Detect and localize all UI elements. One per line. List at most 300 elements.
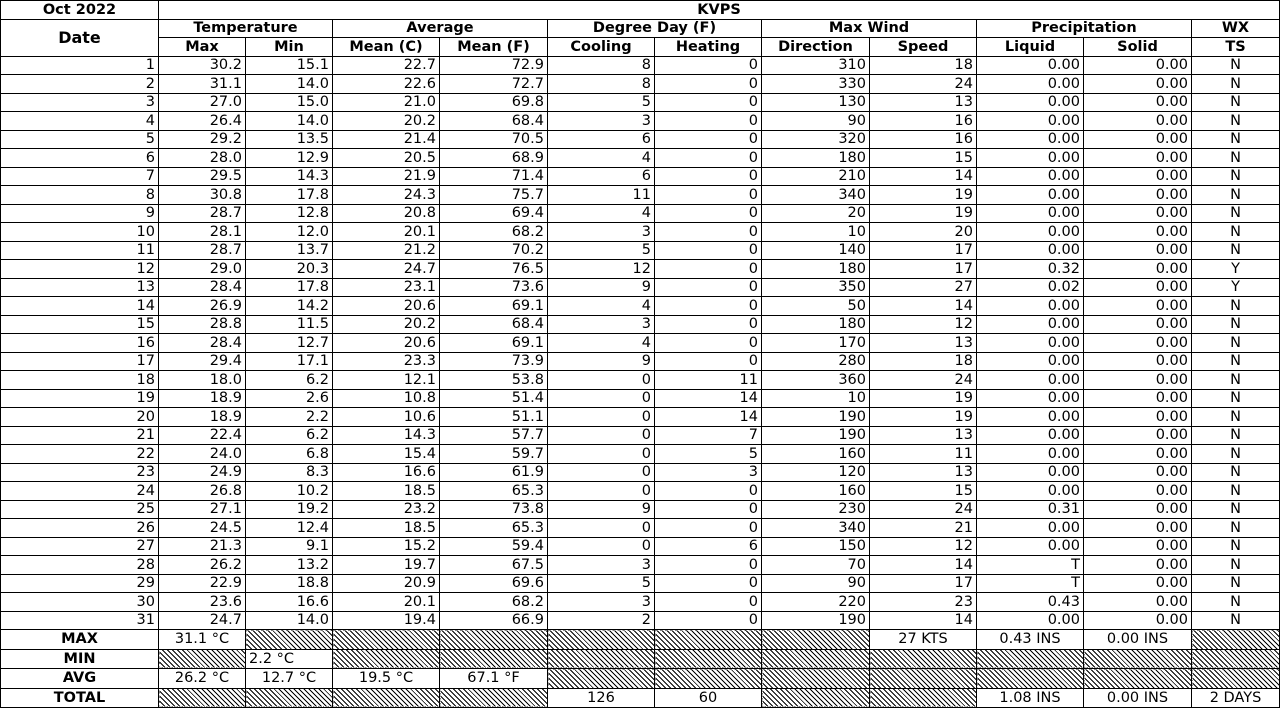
min-cell: 20.3 [246, 260, 333, 279]
ts-cell: N [1192, 112, 1280, 131]
date-cell: 23 [1, 463, 159, 482]
liquid-cell: 0.00 [977, 389, 1084, 408]
solid-cell: 0.00 [1084, 93, 1192, 112]
table-row [1, 167, 1280, 186]
min-temp-min-value: 2.2 °C [246, 649, 333, 669]
mean-c-cell: 14.3 [333, 426, 440, 445]
min-summary-row [1, 649, 1280, 669]
liquid-cell: 0.00 [977, 130, 1084, 149]
min-cell: 13.7 [246, 241, 333, 260]
table-row [1, 278, 1280, 297]
max-cell: 24.0 [159, 445, 246, 464]
date-cell: 11 [1, 241, 159, 260]
liquid-cell: 0.00 [977, 315, 1084, 334]
liquid-cell: 0.00 [977, 241, 1084, 260]
table-row [1, 315, 1280, 334]
min-cell: 17.8 [246, 278, 333, 297]
mean-f-cell: 73.6 [440, 278, 548, 297]
period-label: Oct 2022 [1, 1, 159, 20]
date-cell: 7 [1, 167, 159, 186]
liquid-cell: 0.00 [977, 93, 1084, 112]
mean-c-cell: 15.2 [333, 537, 440, 556]
speed-cell: 12 [870, 315, 977, 334]
cooling-column-header: Cooling [548, 38, 655, 57]
solid-cell: 0.00 [1084, 149, 1192, 168]
hatch-cell [159, 649, 246, 669]
date-cell: 2 [1, 75, 159, 94]
ts-cell: N [1192, 426, 1280, 445]
avg-temp-max-value: 26.2 °C [159, 669, 246, 689]
solid-cell: 0.00 [1084, 482, 1192, 501]
cooling-cell: 4 [548, 204, 655, 223]
direction-cell: 190 [762, 611, 870, 630]
mean-f-cell: 69.4 [440, 204, 548, 223]
max-cell: 29.0 [159, 260, 246, 279]
liquid-cell: 0.00 [977, 482, 1084, 501]
ts-cell: N [1192, 149, 1280, 168]
speed-cell: 17 [870, 241, 977, 260]
mean-c-cell: 23.3 [333, 352, 440, 371]
max-cell: 28.8 [159, 315, 246, 334]
cooling-cell: 8 [548, 56, 655, 75]
direction-cell: 130 [762, 93, 870, 112]
hatch-cell [870, 669, 977, 689]
direction-cell: 360 [762, 371, 870, 390]
solid-cell: 0.00 [1084, 537, 1192, 556]
ts-cell: N [1192, 519, 1280, 538]
max-cell: 28.0 [159, 149, 246, 168]
heating-cell: 0 [655, 260, 762, 279]
liquid-cell: 0.00 [977, 186, 1084, 205]
direction-cell: 70 [762, 556, 870, 575]
cooling-cell: 5 [548, 574, 655, 593]
liquid-cell: 0.00 [977, 112, 1084, 131]
cooling-cell: 4 [548, 334, 655, 353]
speed-cell: 17 [870, 574, 977, 593]
mean-f-column-header: Mean (F) [440, 38, 548, 57]
heating-cell: 0 [655, 315, 762, 334]
mean-c-cell: 18.5 [333, 482, 440, 501]
hatch-cell [159, 688, 246, 708]
mean-f-cell: 73.8 [440, 500, 548, 519]
station-label: KVPS [159, 1, 1280, 20]
speed-cell: 24 [870, 75, 977, 94]
solid-cell: 0.00 [1084, 130, 1192, 149]
direction-cell: 190 [762, 426, 870, 445]
min-cell: 15.0 [246, 93, 333, 112]
min-cell: 15.1 [246, 56, 333, 75]
mean-f-cell: 71.4 [440, 167, 548, 186]
mean-f-cell: 57.7 [440, 426, 548, 445]
speed-cell: 14 [870, 167, 977, 186]
heating-cell: 0 [655, 204, 762, 223]
hatch-cell [246, 688, 333, 708]
liquid-cell: 0.00 [977, 56, 1084, 75]
total-summary-label: TOTAL [1, 688, 159, 708]
liquid-cell: 0.00 [977, 297, 1084, 316]
mean-f-cell: 59.4 [440, 537, 548, 556]
cooling-cell: 5 [548, 93, 655, 112]
liquid-cell: 0.00 [977, 463, 1084, 482]
hatch-cell [977, 649, 1084, 669]
direction-cell: 50 [762, 297, 870, 316]
hatch-cell [548, 669, 655, 689]
mean-f-cell: 69.6 [440, 574, 548, 593]
mean-f-cell: 69.1 [440, 334, 548, 353]
max-cell: 18.0 [159, 371, 246, 390]
direction-cell: 350 [762, 278, 870, 297]
hatch-cell [440, 630, 548, 650]
solid-cell: 0.00 [1084, 278, 1192, 297]
heating-column-header: Heating [655, 38, 762, 57]
hatch-cell [1084, 649, 1192, 669]
avg-temp-min-value: 12.7 °C [246, 669, 333, 689]
cooling-cell: 0 [548, 463, 655, 482]
mean-c-cell: 20.2 [333, 112, 440, 131]
direction-cell: 20 [762, 204, 870, 223]
heating-cell: 0 [655, 352, 762, 371]
mean-f-cell: 68.2 [440, 223, 548, 242]
mean-c-cell: 19.4 [333, 611, 440, 630]
solid-cell: 0.00 [1084, 260, 1192, 279]
liquid-cell: 0.00 [977, 519, 1084, 538]
mean-f-cell: 65.3 [440, 482, 548, 501]
mean-c-cell: 18.5 [333, 519, 440, 538]
date-cell: 19 [1, 389, 159, 408]
cooling-cell: 3 [548, 593, 655, 612]
ts-cell: N [1192, 223, 1280, 242]
mean-c-cell: 19.7 [333, 556, 440, 575]
cooling-cell: 0 [548, 537, 655, 556]
mean-c-cell: 23.2 [333, 500, 440, 519]
date-cell: 5 [1, 130, 159, 149]
heating-cell: 0 [655, 297, 762, 316]
speed-cell: 13 [870, 93, 977, 112]
direction-cell: 10 [762, 389, 870, 408]
hatch-cell [548, 630, 655, 650]
mean-f-cell: 66.9 [440, 611, 548, 630]
min-cell: 16.6 [246, 593, 333, 612]
table-row [1, 371, 1280, 390]
mean-c-cell: 12.1 [333, 371, 440, 390]
speed-column-header: Speed [870, 38, 977, 57]
table-row [1, 223, 1280, 242]
liquid-cell: 0.00 [977, 537, 1084, 556]
cooling-cell: 4 [548, 149, 655, 168]
solid-cell: 0.00 [1084, 223, 1192, 242]
min-cell: 2.6 [246, 389, 333, 408]
direction-cell: 190 [762, 408, 870, 427]
heating-cell: 0 [655, 611, 762, 630]
wx-group-header: WX [1192, 19, 1280, 38]
date-cell: 27 [1, 537, 159, 556]
date-cell: 10 [1, 223, 159, 242]
heating-cell: 6 [655, 537, 762, 556]
liquid-cell: 0.00 [977, 352, 1084, 371]
heating-cell: 0 [655, 334, 762, 353]
total-summary-row [1, 688, 1280, 708]
speed-cell: 11 [870, 445, 977, 464]
solid-cell: 0.00 [1084, 297, 1192, 316]
heating-cell: 0 [655, 149, 762, 168]
hatch-cell [762, 688, 870, 708]
mean-f-cell: 69.1 [440, 297, 548, 316]
table-row [1, 186, 1280, 205]
direction-cell: 340 [762, 519, 870, 538]
ts-cell: N [1192, 167, 1280, 186]
direction-cell: 90 [762, 112, 870, 131]
max-wind-speed-value: 27 KTS [870, 630, 977, 650]
cooling-cell: 3 [548, 315, 655, 334]
avg-summary-label: AVG [1, 669, 159, 689]
max-cell: 26.9 [159, 297, 246, 316]
total-solid-value: 0.00 INS [1084, 688, 1192, 708]
mean-c-cell: 21.2 [333, 241, 440, 260]
speed-cell: 14 [870, 297, 977, 316]
solid-cell: 0.00 [1084, 500, 1192, 519]
max-cell: 18.9 [159, 408, 246, 427]
mean-f-cell: 70.2 [440, 241, 548, 260]
degree-day-group-header: Degree Day (F) [548, 19, 762, 38]
ts-cell: Y [1192, 260, 1280, 279]
heating-cell: 0 [655, 278, 762, 297]
mean-f-cell: 65.3 [440, 519, 548, 538]
liquid-cell: 0.00 [977, 408, 1084, 427]
ts-cell: N [1192, 315, 1280, 334]
table-row [1, 93, 1280, 112]
cooling-cell: 3 [548, 112, 655, 131]
precipitation-group-header: Precipitation [977, 19, 1192, 38]
speed-cell: 14 [870, 611, 977, 630]
date-cell: 30 [1, 593, 159, 612]
speed-cell: 18 [870, 56, 977, 75]
mean-f-cell: 68.9 [440, 149, 548, 168]
ts-cell: N [1192, 204, 1280, 223]
max-solid-value: 0.00 INS [1084, 630, 1192, 650]
min-cell: 12.7 [246, 334, 333, 353]
total-cooling-value: 126 [548, 688, 655, 708]
cooling-cell: 9 [548, 352, 655, 371]
speed-cell: 19 [870, 204, 977, 223]
min-cell: 18.8 [246, 574, 333, 593]
speed-cell: 19 [870, 408, 977, 427]
max-cell: 18.9 [159, 389, 246, 408]
cooling-cell: 0 [548, 371, 655, 390]
solid-cell: 0.00 [1084, 519, 1192, 538]
max-cell: 28.4 [159, 334, 246, 353]
table-row [1, 463, 1280, 482]
liquid-cell: 0.00 [977, 611, 1084, 630]
liquid-cell: 0.02 [977, 278, 1084, 297]
solid-cell: 0.00 [1084, 334, 1192, 353]
speed-cell: 23 [870, 593, 977, 612]
ts-cell: N [1192, 611, 1280, 630]
date-cell: 18 [1, 371, 159, 390]
hatch-cell [548, 649, 655, 669]
min-cell: 17.1 [246, 352, 333, 371]
max-cell: 27.1 [159, 500, 246, 519]
speed-cell: 15 [870, 149, 977, 168]
liquid-cell: 0.00 [977, 204, 1084, 223]
min-cell: 13.5 [246, 130, 333, 149]
direction-cell: 160 [762, 445, 870, 464]
mean-c-cell: 15.4 [333, 445, 440, 464]
direction-cell: 330 [762, 75, 870, 94]
ts-cell: N [1192, 389, 1280, 408]
mean-c-cell: 10.8 [333, 389, 440, 408]
table-row [1, 389, 1280, 408]
mean-f-cell: 68.4 [440, 315, 548, 334]
table-row [1, 408, 1280, 427]
liquid-cell: 0.43 [977, 593, 1084, 612]
solid-cell: 0.00 [1084, 56, 1192, 75]
hatch-cell [246, 630, 333, 650]
max-cell: 26.2 [159, 556, 246, 575]
solid-cell: 0.00 [1084, 352, 1192, 371]
mean-f-cell: 51.1 [440, 408, 548, 427]
date-cell: 28 [1, 556, 159, 575]
date-cell: 1 [1, 56, 159, 75]
mean-f-cell: 68.4 [440, 112, 548, 131]
heating-cell: 0 [655, 223, 762, 242]
table-row [1, 500, 1280, 519]
direction-column-header: Direction [762, 38, 870, 57]
hatch-cell [333, 649, 440, 669]
table-row [1, 611, 1280, 630]
max-column-header: Max [159, 38, 246, 57]
max-cell: 27.0 [159, 93, 246, 112]
liquid-column-header: Liquid [977, 38, 1084, 57]
max-summary-row [1, 630, 1280, 650]
speed-cell: 21 [870, 519, 977, 538]
ts-cell: N [1192, 334, 1280, 353]
max-cell: 24.7 [159, 611, 246, 630]
hatch-cell [1084, 669, 1192, 689]
table-row [1, 574, 1280, 593]
heating-cell: 0 [655, 593, 762, 612]
cooling-cell: 3 [548, 556, 655, 575]
heating-cell: 0 [655, 186, 762, 205]
heating-cell: 3 [655, 463, 762, 482]
min-cell: 12.0 [246, 223, 333, 242]
ts-cell: N [1192, 75, 1280, 94]
date-cell: 6 [1, 149, 159, 168]
ts-cell: N [1192, 593, 1280, 612]
direction-cell: 180 [762, 149, 870, 168]
direction-cell: 90 [762, 574, 870, 593]
ts-cell: N [1192, 537, 1280, 556]
min-cell: 12.4 [246, 519, 333, 538]
min-cell: 13.2 [246, 556, 333, 575]
heating-cell: 7 [655, 426, 762, 445]
table-row [1, 204, 1280, 223]
table-row [1, 593, 1280, 612]
table-row [1, 112, 1280, 131]
solid-cell: 0.00 [1084, 241, 1192, 260]
liquid-cell: 0.00 [977, 167, 1084, 186]
date-cell: 24 [1, 482, 159, 501]
cooling-cell: 6 [548, 130, 655, 149]
max-cell: 31.1 [159, 75, 246, 94]
min-cell: 6.2 [246, 371, 333, 390]
max-cell: 22.9 [159, 574, 246, 593]
total-liquid-value: 1.08 INS [977, 688, 1084, 708]
date-cell: 16 [1, 334, 159, 353]
table-row [1, 334, 1280, 353]
cooling-cell: 9 [548, 278, 655, 297]
solid-cell: 0.00 [1084, 408, 1192, 427]
table-row [1, 352, 1280, 371]
mean-c-cell: 20.5 [333, 149, 440, 168]
mean-c-cell: 24.3 [333, 186, 440, 205]
heating-cell: 0 [655, 574, 762, 593]
date-cell: 13 [1, 278, 159, 297]
max-cell: 29.2 [159, 130, 246, 149]
ts-cell: N [1192, 56, 1280, 75]
max-cell: 23.6 [159, 593, 246, 612]
min-cell: 17.8 [246, 186, 333, 205]
speed-cell: 24 [870, 371, 977, 390]
min-column-header: Min [246, 38, 333, 57]
liquid-cell: 0.32 [977, 260, 1084, 279]
date-cell: 3 [1, 93, 159, 112]
table-row [1, 297, 1280, 316]
date-cell: 20 [1, 408, 159, 427]
mean-c-cell: 16.6 [333, 463, 440, 482]
min-cell: 14.0 [246, 75, 333, 94]
date-cell: 17 [1, 352, 159, 371]
date-cell: 21 [1, 426, 159, 445]
solid-cell: 0.00 [1084, 556, 1192, 575]
hatch-cell [333, 630, 440, 650]
liquid-cell: 0.00 [977, 445, 1084, 464]
direction-cell: 230 [762, 500, 870, 519]
liquid-cell: T [977, 574, 1084, 593]
mean-c-cell: 21.9 [333, 167, 440, 186]
mean-c-cell: 20.1 [333, 593, 440, 612]
heating-cell: 0 [655, 56, 762, 75]
cooling-cell: 0 [548, 426, 655, 445]
cooling-cell: 0 [548, 519, 655, 538]
heating-cell: 0 [655, 556, 762, 575]
direction-cell: 160 [762, 482, 870, 501]
speed-cell: 20 [870, 223, 977, 242]
direction-cell: 10 [762, 223, 870, 242]
min-cell: 14.2 [246, 297, 333, 316]
min-cell: 12.9 [246, 149, 333, 168]
cooling-cell: 0 [548, 389, 655, 408]
mean-c-cell: 20.6 [333, 334, 440, 353]
mean-f-cell: 59.7 [440, 445, 548, 464]
solid-cell: 0.00 [1084, 426, 1192, 445]
solid-cell: 0.00 [1084, 167, 1192, 186]
direction-cell: 180 [762, 315, 870, 334]
liquid-cell: 0.00 [977, 371, 1084, 390]
hatch-cell [440, 688, 548, 708]
min-cell: 6.2 [246, 426, 333, 445]
speed-cell: 19 [870, 186, 977, 205]
ts-cell: N [1192, 500, 1280, 519]
min-cell: 9.1 [246, 537, 333, 556]
max-cell: 28.7 [159, 204, 246, 223]
mean-f-cell: 72.7 [440, 75, 548, 94]
date-cell: 29 [1, 574, 159, 593]
ts-column-header: TS [1192, 38, 1280, 57]
min-cell: 11.5 [246, 315, 333, 334]
total-ts-value: 2 DAYS [1192, 688, 1280, 708]
date-cell: 25 [1, 500, 159, 519]
heating-cell: 0 [655, 500, 762, 519]
